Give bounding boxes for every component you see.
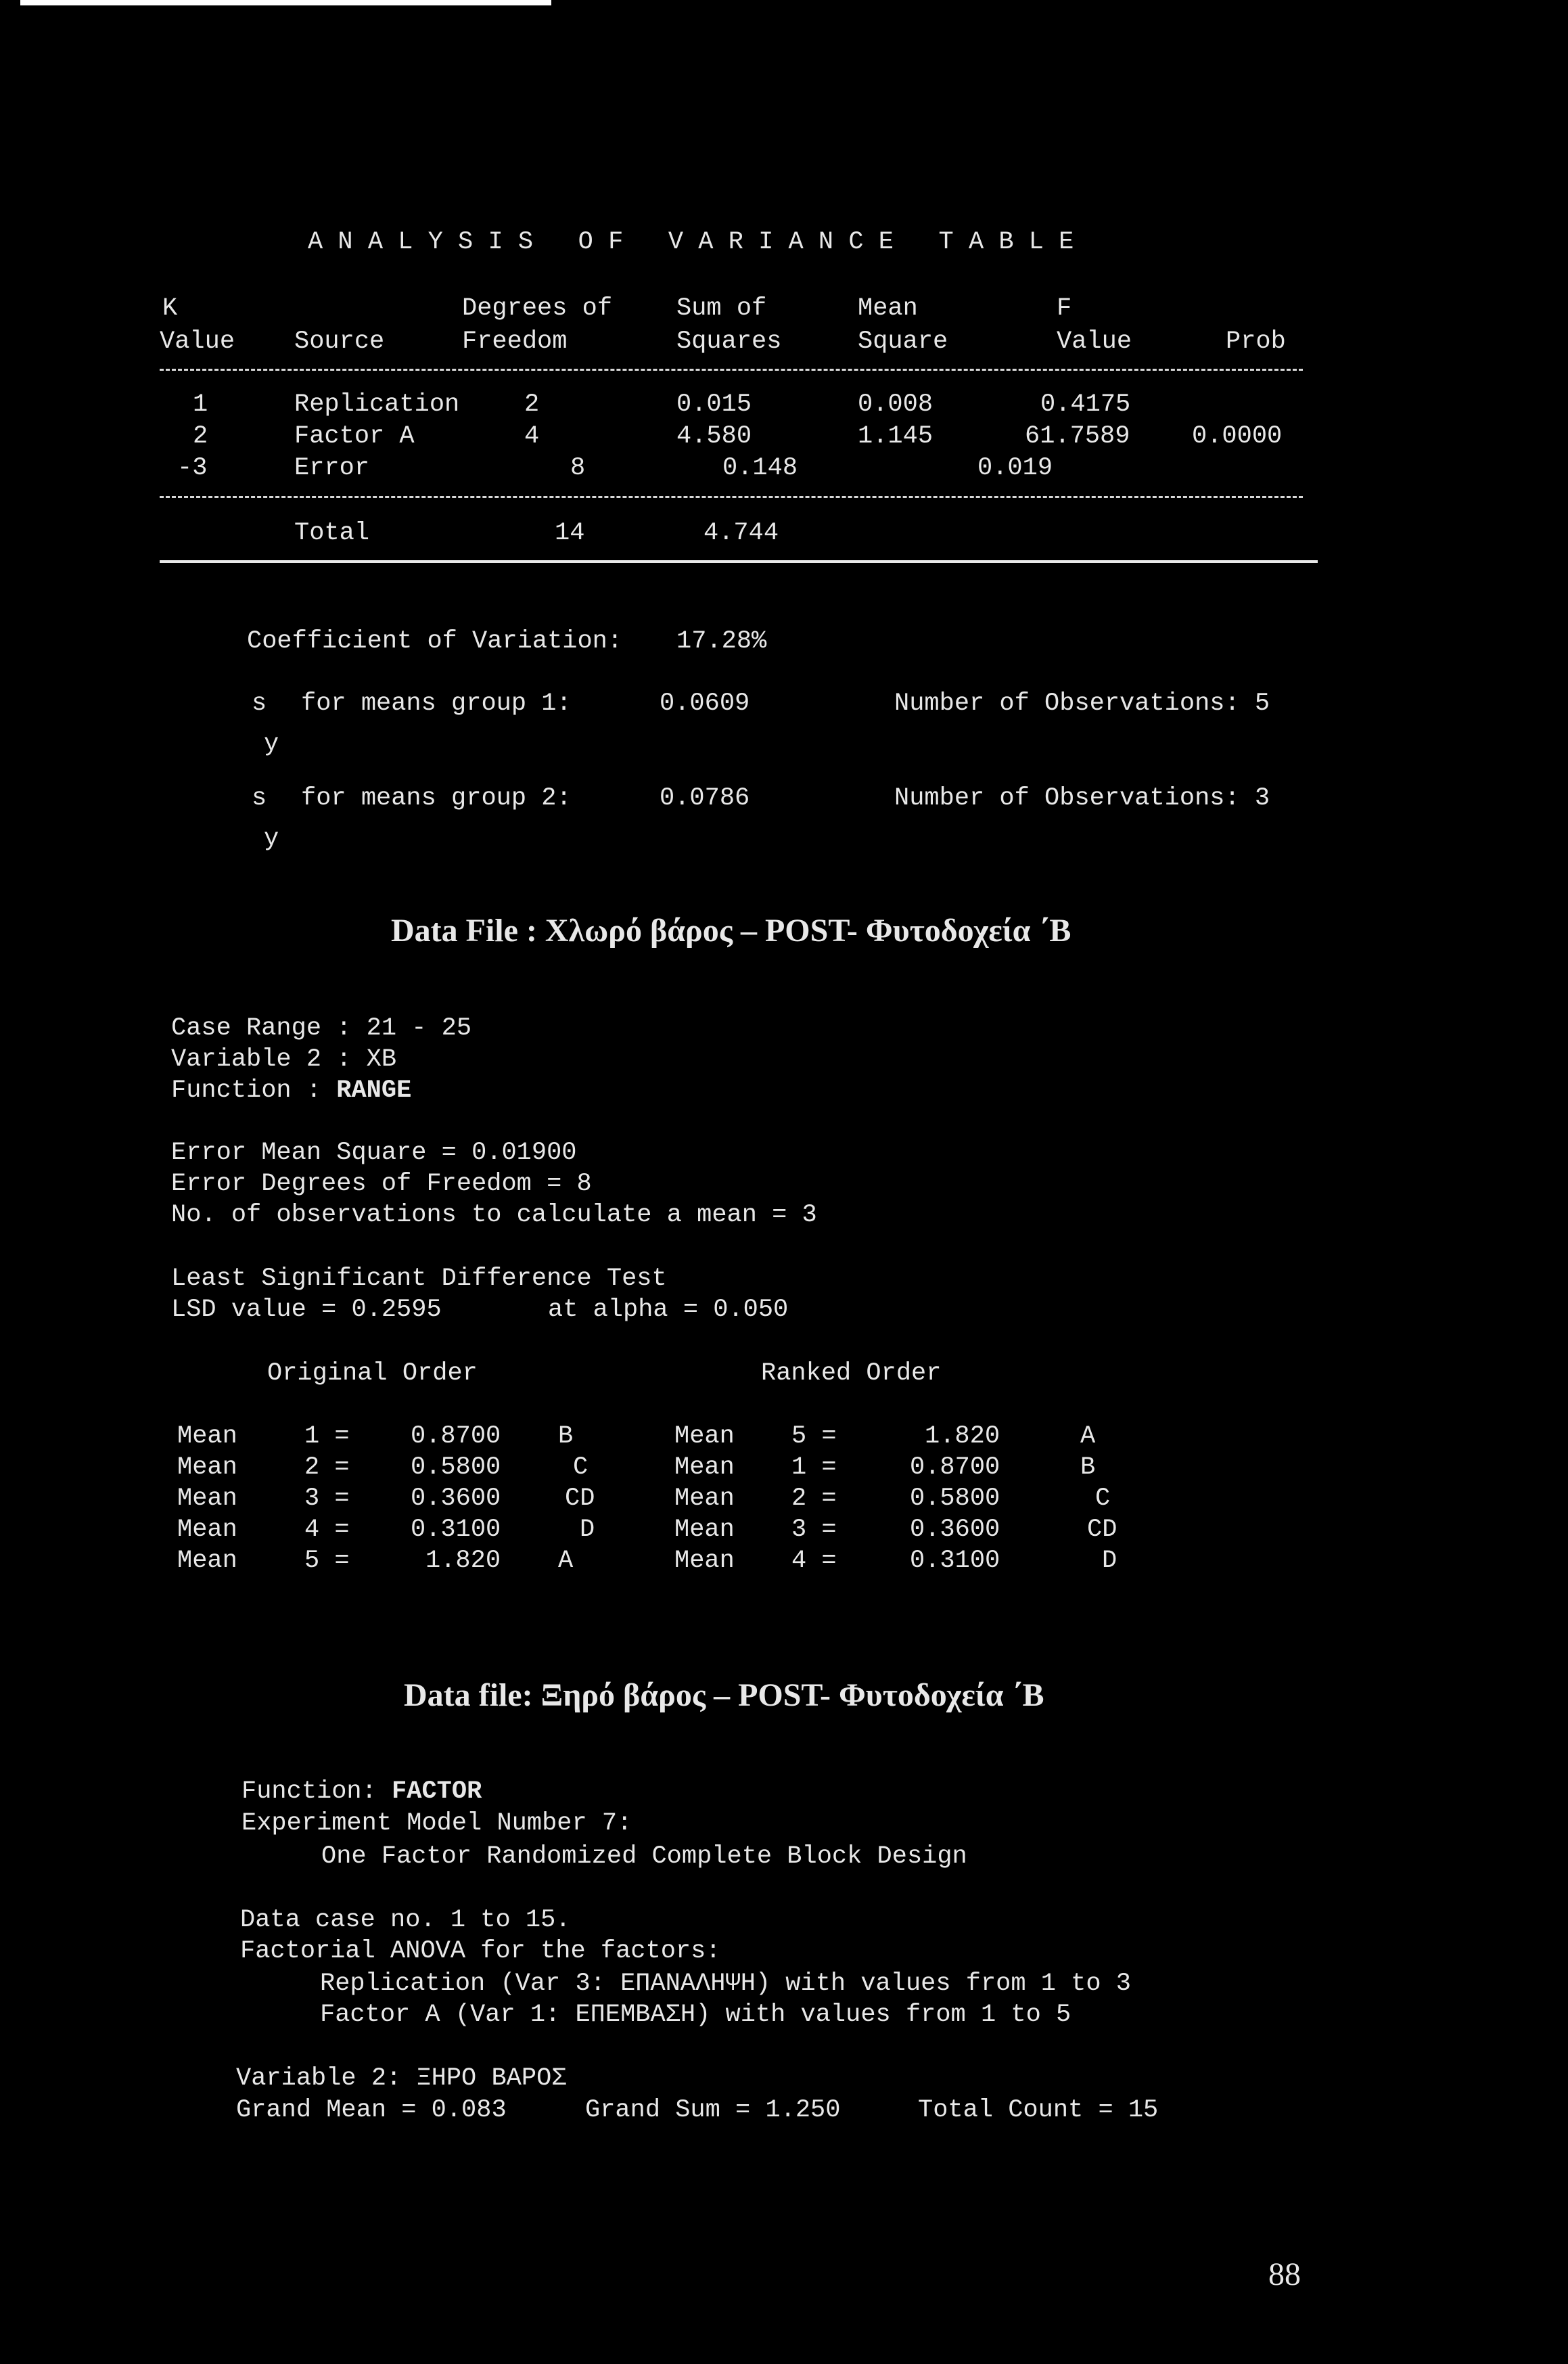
section2-heading: Data file: Ξηρό βάρος – POST- Φυτοδοχεία ΄Β <box>404 1677 1044 1713</box>
row-ss: 0.015 <box>676 390 752 419</box>
row-k: 2 <box>193 422 208 451</box>
table-divider <box>160 496 1303 498</box>
total-source: Total <box>294 519 370 547</box>
ranked-mean-val: 0.8700 <box>910 1453 1000 1482</box>
row-source: Replication <box>294 390 460 419</box>
original-mean-idx: 1 = <box>304 1422 350 1451</box>
hdr-ss-bottom: Squares <box>676 327 782 356</box>
total-df: 14 <box>555 519 585 547</box>
table-bottom-rule <box>160 560 1318 563</box>
error-df: Error Degrees of Freedom = 8 <box>171 1170 592 1198</box>
original-mean-val: 1.820 <box>425 1547 501 1575</box>
row-f: 0.4175 <box>1040 390 1131 419</box>
factor-a: Factor A (Var 1: ΕΠΕΜΒΑΣΗ) with values from 1 to 5 <box>320 2001 1071 2029</box>
ranked-mean-idx: 5 = <box>791 1422 837 1451</box>
row-ms: 0.019 <box>977 454 1053 482</box>
design-name: One Factor Randomized Complete Block Design <box>321 1842 967 1871</box>
grand-mean: Grand Mean = 0.083 <box>236 2096 507 2124</box>
variable-dry-weight: Variable 2: ΞΗΡΟ ΒΑΡΟΣ <box>236 2064 567 2093</box>
hdr-ms-top: Mean <box>858 294 918 323</box>
row-source: Factor A <box>294 422 415 451</box>
original-mean-grp: CD <box>565 1484 595 1513</box>
original-mean-grp: D <box>580 1516 595 1544</box>
row-df: 4 <box>524 422 540 451</box>
ranked-mean-val: 0.3100 <box>910 1547 1000 1575</box>
group2-y: y <box>264 825 279 853</box>
variable-line: Variable 2 : XB <box>171 1045 397 1074</box>
hdr-prob: Prob <box>1226 327 1286 356</box>
s2-function-label: Function: <box>241 1777 392 1806</box>
ranked-mean-grp: C <box>1095 1484 1111 1513</box>
lsd-value: LSD value = 0.2595 <box>171 1296 442 1324</box>
original-mean-val: 0.3100 <box>411 1516 501 1544</box>
original-mean-idx: 4 = <box>304 1516 350 1544</box>
row-ms: 0.008 <box>858 390 933 419</box>
hdr-df-top: Degrees of <box>462 294 613 323</box>
ranked-mean-idx: 3 = <box>791 1516 837 1544</box>
hdr-k-top: K <box>162 294 178 323</box>
original-mean-val: 0.5800 <box>411 1453 501 1482</box>
original-mean-label: Mean <box>177 1453 237 1482</box>
row-f: 61.7589 <box>1025 422 1130 451</box>
factor-replication: Replication (Var 3: ΕΠΑΝΑΛΗΨΗ) with values from 1 to 3 <box>320 1970 1131 1998</box>
original-mean-label: Mean <box>177 1484 237 1513</box>
function-value: RANGE <box>336 1076 412 1105</box>
experiment-model: Experiment Model Number 7: <box>241 1809 632 1838</box>
ranked-mean-label: Mean <box>674 1453 735 1482</box>
row-k: -3 <box>177 454 208 482</box>
ranked-mean-val: 0.5800 <box>910 1484 1000 1513</box>
original-order-header: Original Order <box>267 1359 478 1388</box>
group1-obs: Number of Observations: 5 <box>894 689 1270 718</box>
ranked-mean-label: Mean <box>674 1422 735 1451</box>
group1-value: 0.0609 <box>660 689 750 718</box>
data-cases: Data case no. 1 to 15. <box>240 1906 571 1934</box>
row-ss: 4.580 <box>676 422 752 451</box>
ranked-mean-grp: CD <box>1087 1516 1117 1544</box>
row-df: 2 <box>524 390 540 419</box>
ranked-order-header: Ranked Order <box>761 1359 942 1388</box>
original-mean-grp: A <box>558 1547 574 1575</box>
ranked-mean-label: Mean <box>674 1484 735 1513</box>
ranked-mean-idx: 1 = <box>791 1453 837 1482</box>
cv-value: 17.28% <box>676 627 767 656</box>
original-mean-idx: 5 = <box>304 1547 350 1575</box>
original-mean-idx: 3 = <box>304 1484 350 1513</box>
total-count: Total Count = 15 <box>918 2096 1159 2124</box>
group2-s: s <box>252 784 267 813</box>
group1-label: for means group 1: <box>301 689 572 718</box>
original-mean-label: Mean <box>177 1547 237 1575</box>
hdr-f-bottom: Value <box>1057 327 1132 356</box>
row-k: 1 <box>193 390 208 419</box>
original-mean-label: Mean <box>177 1516 237 1544</box>
group2-value: 0.0786 <box>660 784 750 813</box>
row-ss: 0.148 <box>722 454 798 482</box>
row-source: Error <box>294 454 370 482</box>
ranked-mean-grp: A <box>1080 1422 1096 1451</box>
function-label: Function : <box>171 1076 337 1105</box>
case-range: Case Range : 21 - 25 <box>171 1014 472 1043</box>
cv-label: Coefficient of Variation: <box>247 627 623 656</box>
group2-obs: Number of Observations: 3 <box>894 784 1270 813</box>
hdr-ms-bottom: Square <box>858 327 948 356</box>
ranked-mean-idx: 4 = <box>791 1547 837 1575</box>
ranked-mean-val: 1.820 <box>925 1422 1000 1451</box>
original-mean-grp: B <box>558 1422 574 1451</box>
original-mean-idx: 2 = <box>304 1453 350 1482</box>
anova-title: A N A L Y S I S O F V A R I A N C E T A B L E <box>308 228 1074 256</box>
row-ms: 1.145 <box>858 422 933 451</box>
row-df: 8 <box>570 454 586 482</box>
original-mean-grp: C <box>573 1453 589 1482</box>
lsd-title: Least Significant Difference Test <box>171 1265 667 1293</box>
group1-y: y <box>264 730 279 758</box>
ranked-mean-label: Mean <box>674 1516 735 1544</box>
hdr-ss-top: Sum of <box>676 294 767 323</box>
group2-label: for means group 2: <box>301 784 572 813</box>
row-prob: 0.0000 <box>1192 422 1283 451</box>
page-number: 88 <box>1268 2256 1301 2292</box>
s2-function-line <box>241 1779 482 1804</box>
original-mean-val: 0.8700 <box>411 1422 501 1451</box>
table-divider <box>160 369 1303 371</box>
s2-function-value: FACTOR <box>392 1777 482 1806</box>
ranked-mean-val: 0.3600 <box>910 1516 1000 1544</box>
function-line <box>171 1078 411 1104</box>
grand-sum: Grand Sum = 1.250 <box>585 2096 841 2124</box>
alpha-value: at alpha = 0.050 <box>548 1296 789 1324</box>
hdr-source: Source <box>294 327 385 356</box>
section1-heading: Data File : Χλωρό βάρος – POST- Φυτοδοχεία ΄Β <box>391 913 1071 949</box>
original-mean-label: Mean <box>177 1422 237 1451</box>
ranked-mean-grp: D <box>1102 1547 1117 1575</box>
ranked-mean-label: Mean <box>674 1547 735 1575</box>
n-observations: No. of observations to calculate a mean = 3 <box>171 1201 817 1229</box>
hdr-k-bottom: Value <box>160 327 235 356</box>
top-border-line <box>20 0 551 5</box>
total-ss: 4.744 <box>704 519 779 547</box>
ranked-mean-idx: 2 = <box>791 1484 837 1513</box>
original-mean-val: 0.3600 <box>411 1484 501 1513</box>
error-ms: Error Mean Square = 0.01900 <box>171 1139 577 1167</box>
ranked-mean-grp: B <box>1080 1453 1096 1482</box>
hdr-df-bottom: Freedom <box>462 327 568 356</box>
hdr-f-top: F <box>1057 294 1072 323</box>
group1-s: s <box>252 689 267 718</box>
factorial-anova: Factorial ANOVA for the factors: <box>240 1937 721 1965</box>
